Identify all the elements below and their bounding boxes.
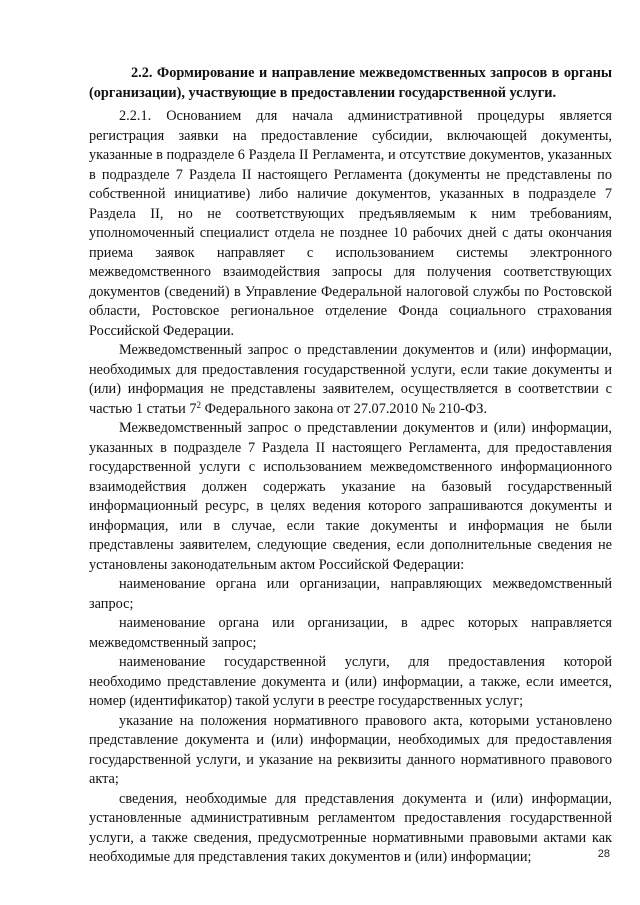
list-item-required-info: сведения, необходимые для представления документа и (или) информации, установленные административным регламентом предоставления государственной услуги, а также сведения, предусмотренные нормативными правовыми актами как необходимые для представления таких документов и (или) информации;: [89, 790, 612, 865]
section-heading: 2.2. Формирование и направление межведомственных запросов в органы (организации), участвующие в предоставлении государственной услуги.: [89, 65, 612, 101]
paragraph-interagency-request: [89, 341, 612, 419]
page-number: 28: [597, 848, 610, 860]
paragraph-request-content: Межведомственный запрос о представлении документов и (или) информации, указанных в подразделе 7 Раздела II настоящего Регламента, для предоставления государственной услуги с использованием межведомственного информационного взаимодействия должен содержать указание на базовый государственный информационный ресурс, в целях ведения которого запрашиваются документы и информация, или в случае, если такие документы и информация не были представлены заявителем, следующие сведения, если дополнительные сведения не установлены законодательным актом Российской Федерации:: [89, 420, 612, 573]
document-page: [89, 64, 612, 868]
paragraph-interagency-request-text: Межведомственный запрос о представлении документов и (или) информации, необходимых для предоставления государственной услуги, если такие документы и (или) информация не представлены заявителем, осуществляется в соответствии с частью 1 статьи 7: [89, 342, 612, 417]
list-item-recipient-body: наименование органа или организации, в адрес которых направляется межведомственный запрос;: [89, 615, 612, 651]
paragraph-basis: 2.2.1. Основанием для начала административной процедуры является регистрация заявки на предоставление субсидии, включающей документы, указанные в подразделе 6 Раздела II Регламента, и отсутствие документов, указанных в подразделе 7 Раздела II настоящего Регламента (документы не представлены по собственной инициативе) либо наличие документов, указанных в подразделе 7 Раздела II, но не соответствующих предъявляемым к ним требованиям, уполномоченный специалист отдела не позднее 10 рабочих дней с даты окончания приема заявок направляет с использованием системы электронного межведомственного взаимодействия запросы для получения соответствующих документов (сведений) в Управление Федеральной налоговой службы по Ростовской области, Ростовское региональное отделение Фонда социального страхования Российской Федерации.: [89, 108, 612, 339]
list-item-requesting-body: наименование органа или организации, направляющих межведомственный запрос;: [89, 576, 612, 612]
list-item-service-name: наименование государственной услуги, для предоставления которой необходимо представление документа и (или) информации, а также, если имеется, номер (идентификатор) такой услуги в реестре государственных услуг;: [89, 654, 612, 709]
list-item-legal-act: указание на положения нормативного правового акта, которыми установлено представление документа и (или) информации, необходимых для предоставления государственной услуги, и указание на реквизиты данного нормативного правового акта;: [89, 712, 612, 787]
paragraph-interagency-request-law: Федерального закона от 27.07.2010 № 210-ФЗ.: [201, 400, 488, 417]
article-superscript: 2: [196, 399, 202, 410]
